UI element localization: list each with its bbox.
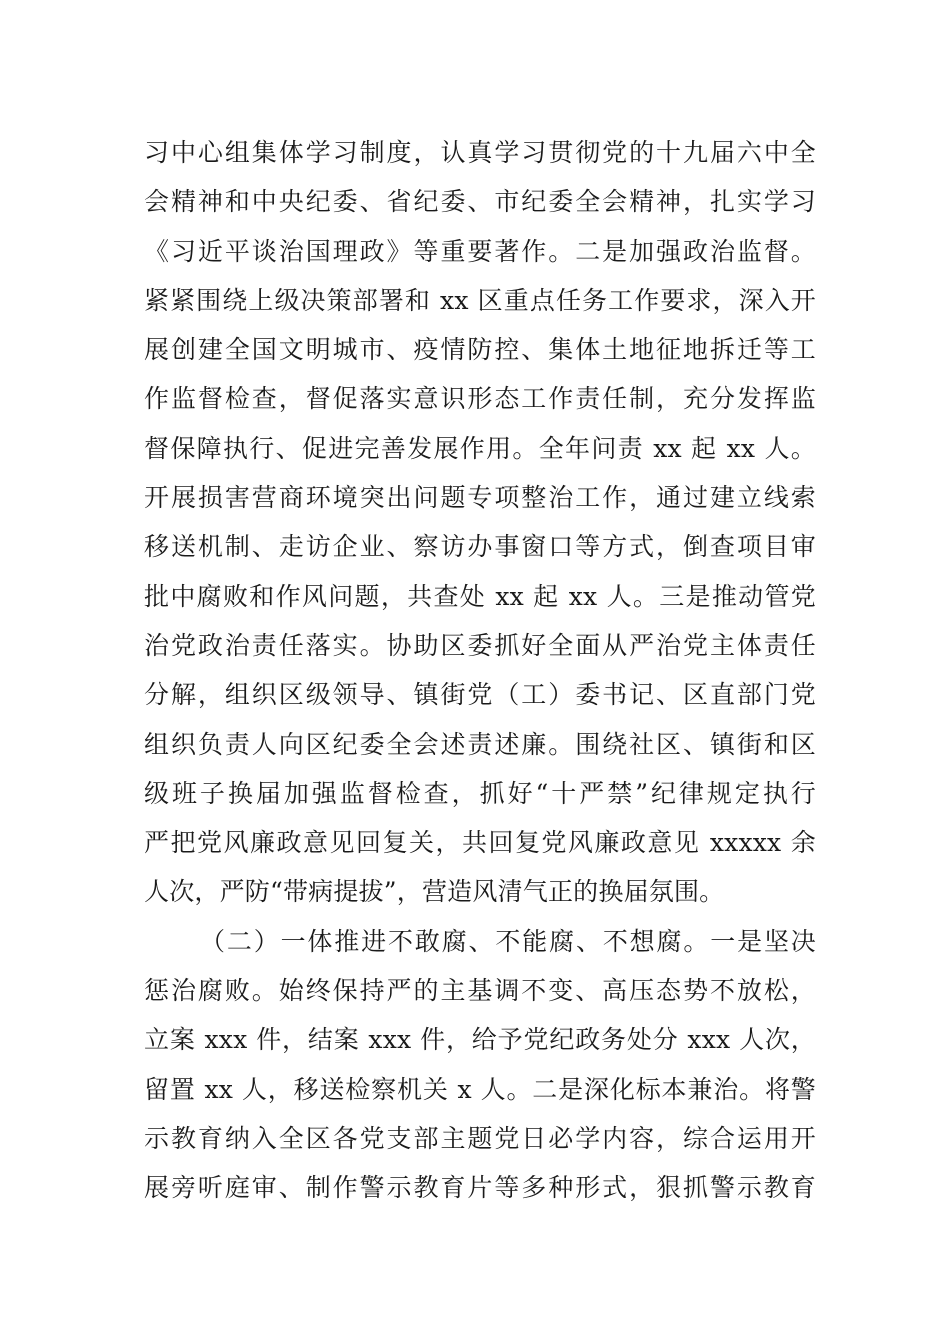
text-line: 展创建全国文明城市、疫情防控、集体土地征地拆迁等工 — [144, 335, 816, 365]
text-line: 开展损害营商环境突出问题专项整治工作，通过建立线索 — [144, 483, 816, 513]
text-line: 展旁听庭审、制作警示教育片等多种形式，狠抓警示教育 — [144, 1173, 816, 1203]
text-line: 督保障执行、促进完善发展作用。全年问责 xx 起 xx 人。 — [144, 433, 816, 463]
text-line: 批中腐败和作风问题，共查处 xx 起 xx 人。三是推动管党 — [144, 581, 816, 611]
text-line: 组织负责人向区纪委全会述责述廉。围绕社区、镇街和区 — [144, 729, 816, 759]
text-line: 留置 xx 人，移送检察机关 x 人。二是深化标本兼治。将警 — [144, 1074, 816, 1104]
text-line: 治党政治责任落实。协助区委抓好全面从严治党主体责任 — [144, 630, 816, 660]
text-line: 分解，组织区级领导、镇街党（工）委书记、区直部门党 — [144, 680, 816, 710]
paragraph-end-line: 人次，严防“带病提拔”，营造风清气正的换届氛围。 — [144, 877, 725, 907]
text-line: 移送机制、走访企业、察访办事窗口等方式，倒查项目审 — [144, 532, 816, 562]
text-line: 级班子换届加强监督检查，抓好“十严禁”纪律规定执行 — [144, 778, 816, 808]
text-line: 示教育纳入全区各党支部主题党日必学内容，综合运用开 — [144, 1123, 816, 1153]
text-line: 习中心组集体学习制度，认真学习贯彻党的十九届六中全 — [144, 138, 816, 167]
text-line: 会精神和中央纪委、省纪委、市纪委全会精神，扎实学习 — [144, 187, 816, 217]
text-line: 作监督检查，督促落实意识形态工作责任制，充分发挥监 — [144, 384, 816, 414]
text-line: 《习近平谈治国理政》等重要著作。二是加强政治监督。 — [144, 236, 816, 266]
text-line: 立案 xxx 件，结案 xxx 件，给予党纪政务处分 xxx 人次， — [144, 1025, 816, 1055]
text-line: 惩治腐败。始终保持严的主基调不变、高压态势不放松， — [144, 976, 816, 1006]
text-line: 紧紧围绕上级决策部署和 xx 区重点任务工作要求，深入开 — [144, 285, 816, 315]
text-line: 严把党风廉政意见回复关，共回复党风廉政意见 xxxxx 余 — [144, 828, 816, 858]
section-heading-line: （二）一体推进不敢腐、不能腐、不想腐。一是坚决 — [200, 926, 816, 956]
body-text — [144, 128, 816, 1213]
